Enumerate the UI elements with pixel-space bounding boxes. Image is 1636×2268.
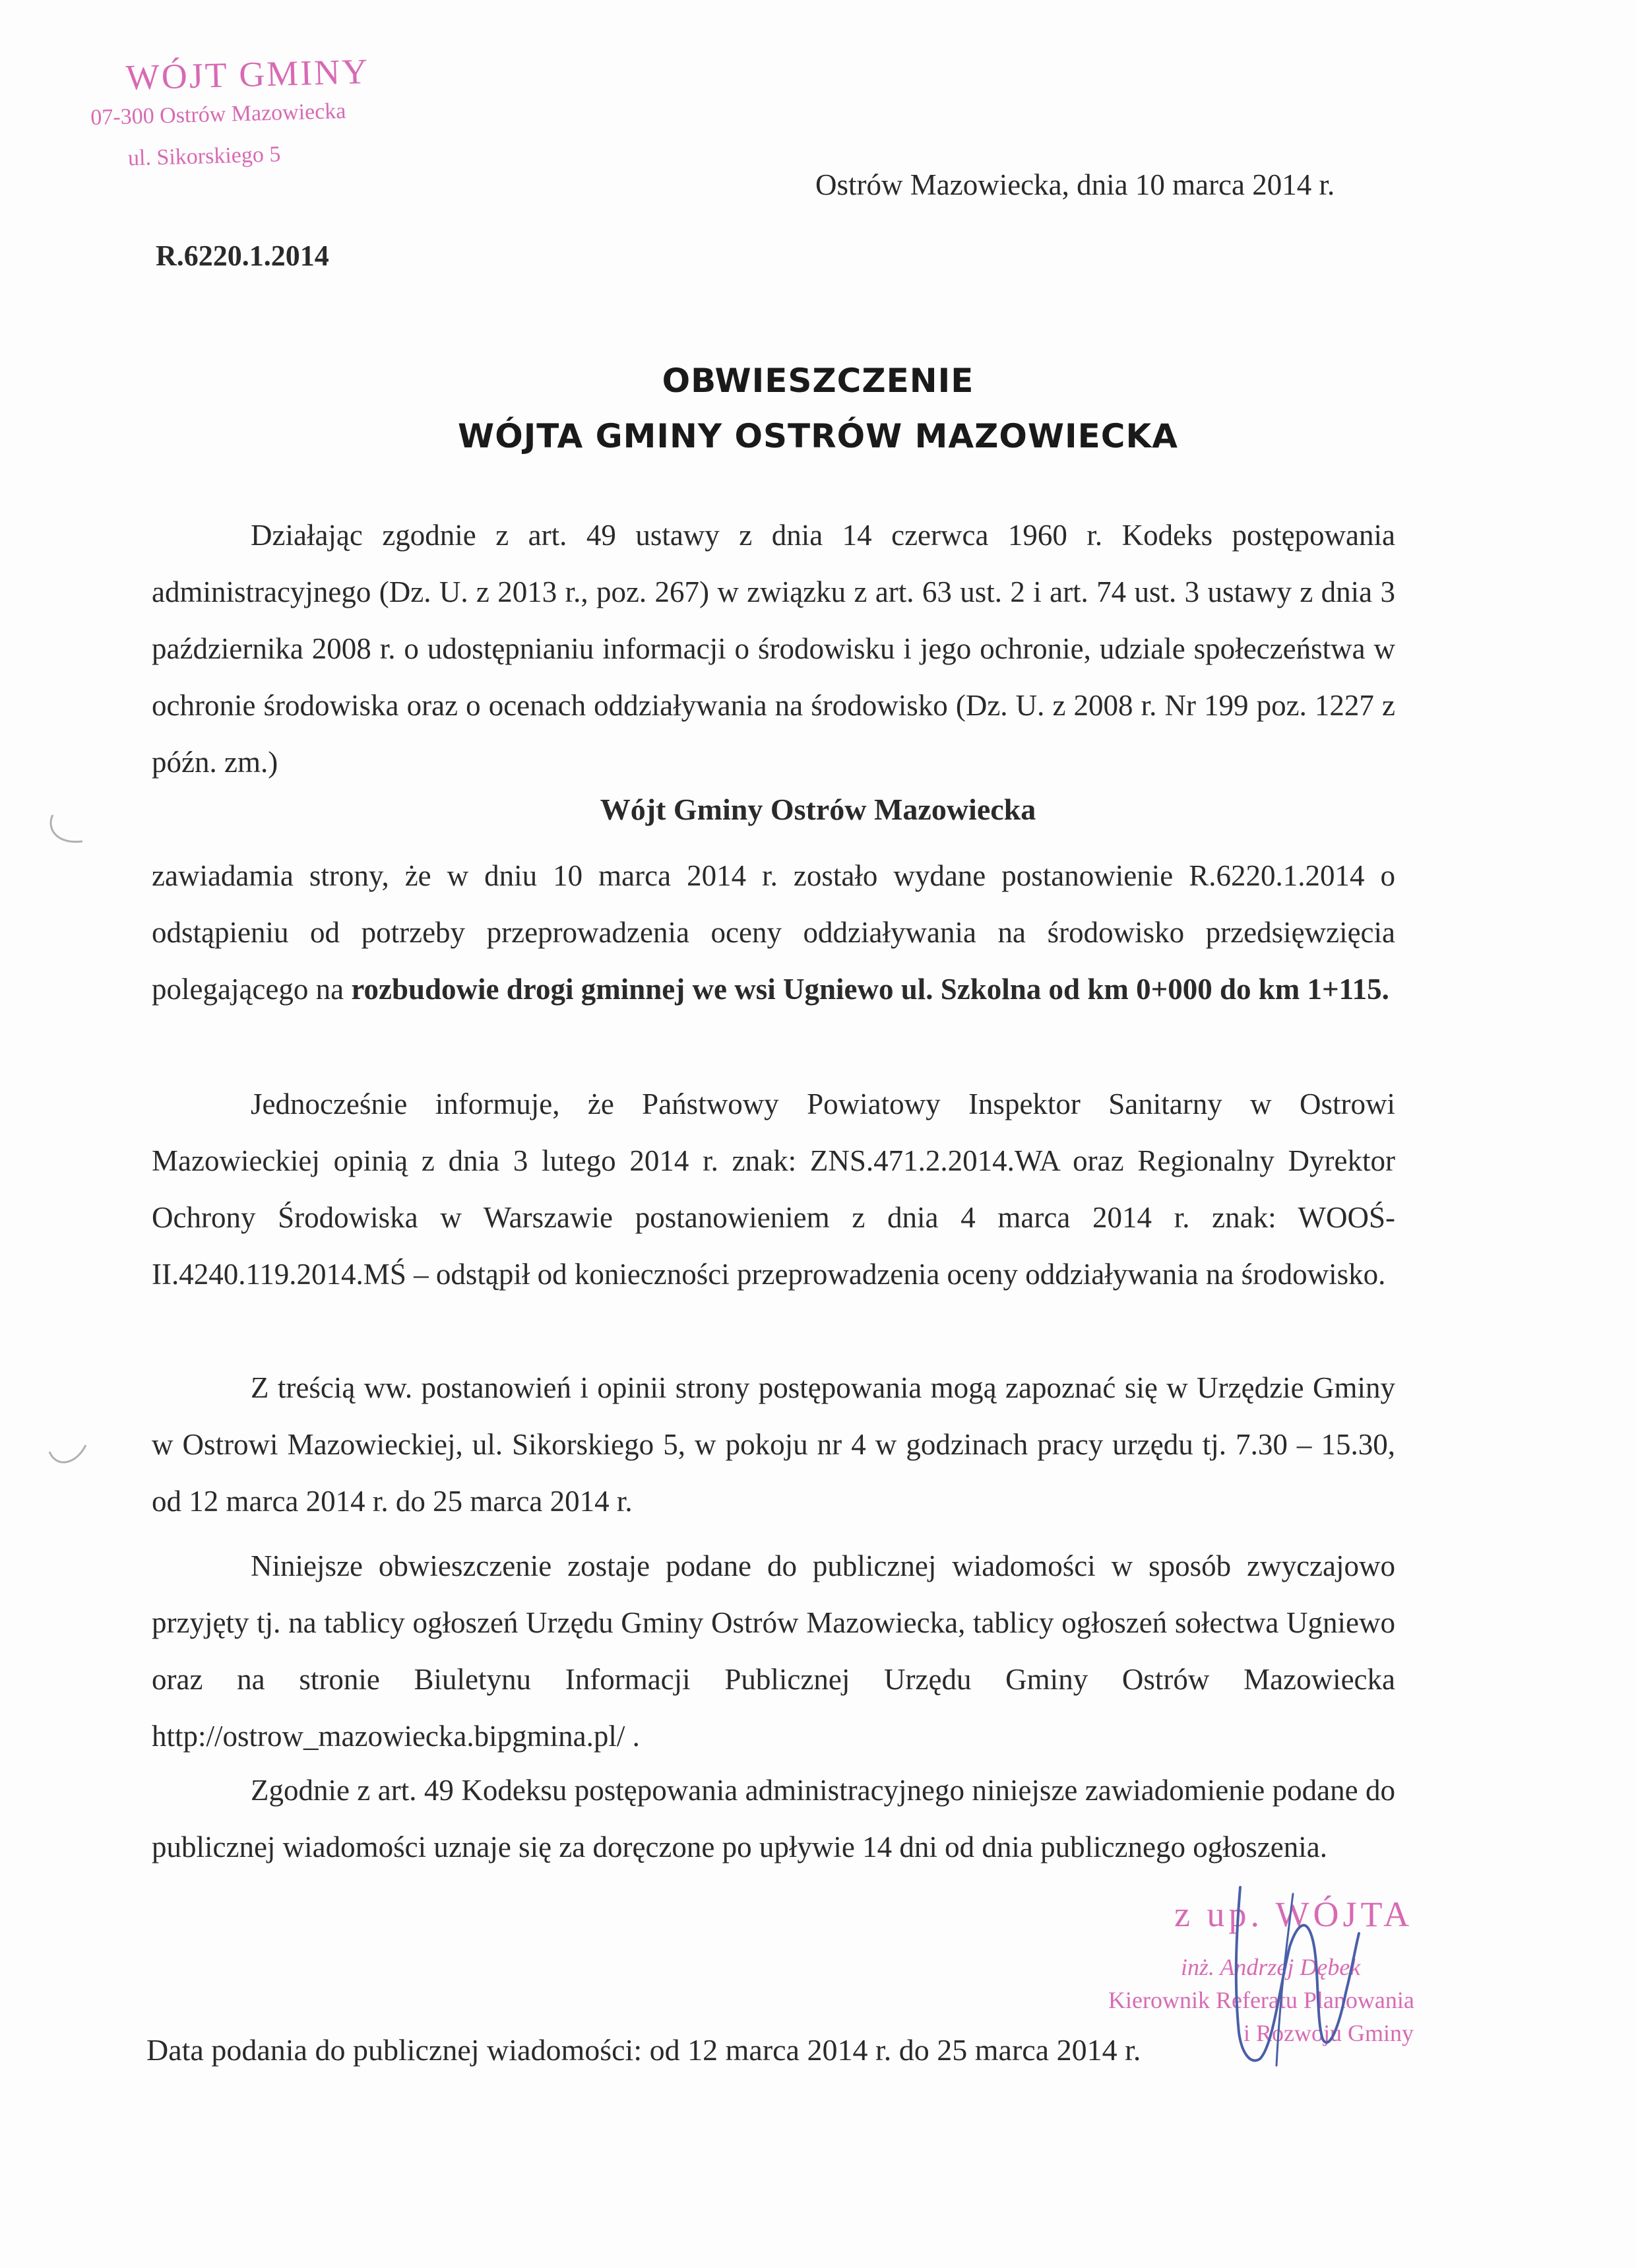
inspection-paragraph: Z treścią ww. postanowień i opinii strony postępowania mogą zapoznać się w Urzędzie Gminy w Ostrowi Mazowieckiej, ul. Sikorskiego 5, w pokoju nr 4 w godzinach pracy urzędu tj. 7.30 – 15.30, od 12 marca 2014 r. do 25 marca 2014 r. (152, 1371, 1395, 1518)
opinions-paragraph: Jednocześnie informuje, że Państwowy Powiatowy Inspektor Sanitarny w Ostrowi Mazowieckiej opinią z dnia 3 lutego 2014 r. znak: ZNS.471.2.2014.WA oraz Regionalny Dyrektor Ochrony Środowiska w Warszawie postanowieniem z dnia 4 marca 2014 r. znak: WOOŚ-II.4240.119.2014.MŚ – odstąpił od konieczności przeprowadzenia oceny oddziaływania na środowisko. (152, 1087, 1395, 1291)
punch-hole-mark (40, 1425, 92, 1478)
decision-paragraph (152, 847, 1395, 1018)
stamp-street-address: ul. Sikorskiego 5 (127, 142, 281, 171)
decision-text: zawiadamia strony, że w dniu 10 marca 2014 r. zostało wydane postanowienie R.6220.1.2014 o odstąpieniu od potrzeby przeprowadzenia oceny oddziaływania na środowisko przedsięwzięcia polegającego na (152, 859, 1395, 1006)
punch-hole-mark (40, 805, 92, 858)
reference-number: R.6220.1.2014 (156, 240, 329, 272)
on-behalf-label: z up. WÓJTA (1174, 1895, 1414, 1934)
publication-period: Data podania do publicznej wiadomości: od 12 marca 2014 r. do 25 marca 2014 r. (146, 2033, 1141, 2067)
document-title: OBWIESZCZENIE (662, 362, 974, 400)
publication-method-paragraph: Niniejsze obwieszczenie zostaje podane do publicznej wiadomości w sposób zwyczajowo przyjęty tj. na tablicy ogłoszeń Urzędu Gminy Ostrów Mazowiecka, tablicy ogłoszeń sołectwa Ugniewo oraz na stronie Biuletynu Informacji Publicznej Urzędu Gminy Ostrów Mazowiecka http://ostrow_mazowiecka.bipgmina.pl/ . (152, 1549, 1395, 1753)
delivery-paragraph: Zgodnie z art. 49 Kodeksu postępowania administracyjnego niniejsze zawiadomienie podane do publicznej wiadomości uznaje się za doręczone po upływie 14 dni od dnia publicznego ogłoszenia. (152, 1774, 1395, 1863)
issuing-authority: Wójt Gminy Ostrów Mazowiecka (600, 793, 1036, 826)
signer-department: i Rozwoju Gminy (1243, 2020, 1414, 2046)
signer-title: Kierownik Referatu Planowania (1108, 1987, 1414, 2013)
handwritten-signature (1214, 1867, 1372, 2079)
project-description: rozbudowie drogi gminnej we wsi Ugniewo ul. Szkolna od km 0+000 do km 1+115. (351, 973, 1389, 1006)
signer-name: inż. Andrzej Dębek (1181, 1954, 1361, 1980)
legal-basis-paragraph: Działając zgodnie z art. 49 ustawy z dnia 14 czerwca 1960 r. Kodeks postępowania administracyjnego (Dz. U. z 2013 r., poz. 267) w związku z art. 63 ust. 2 i art. 74 ust. 3 ustawy z dnia 3 października 2008 r. o udostępnianiu informacji o środowisku i jego ochronie, udziale społeczeństwa w ochronie środowiska oraz o ocenach oddziaływania na środowisko (Dz. U. z 2008 r. Nr 199 poz. 1227 z późn. zm.) (152, 519, 1395, 779)
stamp-postal-address: 07-300 Ostrów Mazowiecka (90, 98, 346, 130)
document-subtitle: WÓJTA GMINY OSTRÓW MAZOWIECKA (458, 417, 1178, 455)
stamp-title: WÓJT GMINY (125, 51, 370, 98)
place-and-date: Ostrów Mazowiecka, dnia 10 marca 2014 r. (815, 168, 1335, 201)
